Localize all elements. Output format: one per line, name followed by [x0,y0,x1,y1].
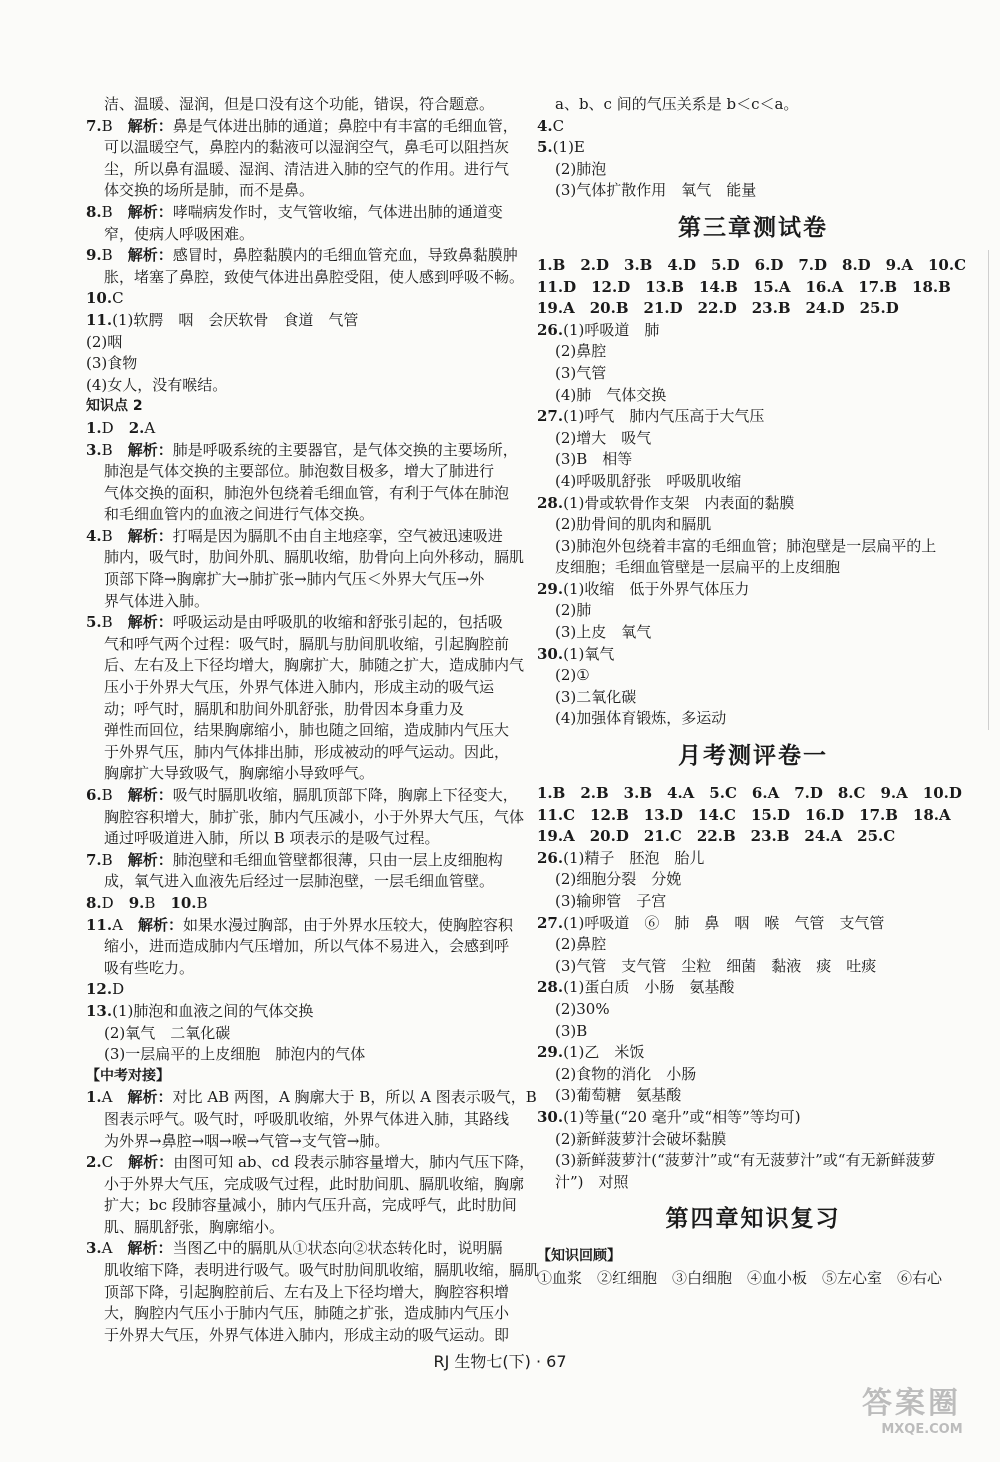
monthly-line [537,999,969,1021]
left-line [86,396,518,418]
monthly-test-answers [537,783,969,1193]
left-line [86,288,518,310]
chapter3-line [537,644,969,666]
answer-text: 气和呼气两个过程：吸气时，膈肌与肋间肌收缩，引起胸腔前 [104,634,510,653]
answer-text: 【中考对接】 [86,1067,170,1084]
left-column [86,94,540,1346]
answer-text: (4)女人，没有喉结。 [86,375,228,394]
question-number: 13. [86,1001,113,1020]
chapter3-line [537,471,969,493]
left-line [86,1260,540,1282]
answer-text: 界气体进入肺。 [104,591,210,610]
chapter3-line [537,622,969,644]
answer-text: 弹性而回位，结果胸廓缩小，肺也随之回缩，造成肺内气压大 [104,721,510,740]
answer-text: (3)肺泡外包绕着丰富的毛细血管；肺泡壁是一层扁平的上 [555,536,937,555]
question-number: 4. [537,116,553,135]
question-number: 11. [86,915,113,934]
answer-letter: B [101,440,113,459]
left-line [86,720,518,742]
question-number: 2. [128,418,145,437]
answer-text: (1)蛋白质 小肠 氨基酸 [563,978,735,997]
question-number: 6. [86,786,102,804]
left-line [86,224,518,246]
left-line [86,1066,518,1088]
answer-text: 11.C 12.B 13.D 14.C 15.D 16.D 17.B 18.A [537,805,951,824]
chapter3-line [537,428,969,450]
chapter3-line [537,277,969,299]
question-number: 8. [86,893,102,912]
answer-letter: A [112,915,123,934]
heading-chapter4-review: 第四章知识复习 [665,1206,841,1233]
answer-text: 扩大；bc 段肺容量减小，肺内气压升高，完成呼气，此时肋间 [104,1196,517,1215]
left-line [86,763,518,785]
answer-letter: C [112,289,124,308]
answer-text: ①血浆 ②红细胞 ③白细胞 ④血小板 ⑤左心室 ⑥右心 [537,1268,943,1287]
question-number: 7. [86,116,102,135]
answer-text: 顶部下降，引起胸腔前后、左右及上下径均增大，胸腔容积增 [104,1282,510,1301]
monthly-line [537,977,969,999]
answer-text: (2)肋骨间的肌肉和膈肌 [555,515,712,534]
question-number: 4. [86,526,102,545]
chapter3-line [537,557,969,579]
answer-text: (1)乙 米饭 [563,1043,645,1062]
question-number: 27. [537,407,564,426]
chapter3-line [537,255,969,277]
page-edge-line [988,250,989,730]
left-line [86,1195,518,1217]
chapter3-line [537,341,969,363]
watermark-logo: 答案圈 MXQE.COM [862,1386,963,1437]
chapter4-line [537,1268,969,1290]
answer-letter: B [101,850,113,869]
answer-text: (3)气管 支气管 尘粒 细菌 黏液 痰 吐痰 [555,956,877,975]
left-line [86,180,518,202]
answer-letter: B [144,893,156,912]
answer-text: (2)增大 吸气 [555,428,652,447]
answer-text: 洁、温暖、湿润，但是口没有这个功能，错误，符合题意。 [104,95,495,113]
chapter3-line [537,406,969,428]
monthly-line [537,1021,969,1043]
heading-chapter3-test: 第三章测试卷 [678,214,828,241]
question-number: 10. [86,289,113,308]
left-line [86,94,518,116]
left-line [86,1174,525,1196]
left-line [86,958,518,980]
right-top-line [537,137,969,159]
answer-letter: C [552,116,565,135]
answer-text: 肺泡是气体交换的主要部位。肺泡数目极多，增大了肺进行 [104,462,495,481]
left-line [86,159,518,181]
left-line [86,1001,518,1023]
left-line [86,699,518,721]
answer-text: (3)新鲜菠萝汁(“菠萝汁”或“有无菠萝汁”或“有无新鲜菠萝 [555,1151,936,1170]
monthly-line [537,1107,969,1129]
right-top-answers [537,94,969,202]
answer-text: (2)30% [555,999,610,1018]
answer-text: (3)上皮 氧气 [555,623,652,642]
left-line [86,202,518,224]
analysis-label: 解析： [127,1239,173,1258]
left-line [86,936,518,958]
left-line [86,1238,518,1260]
answer-text: (2)① [555,666,590,685]
answer-text: 对比 AB 两图，A 胸廓大于 B，所以 A 图表示吸气，B [172,1088,537,1107]
question-number: 5. [86,613,102,632]
answer-text: 胀，堵塞了鼻腔，致使气体进出鼻腔受阻，使人感到呼吸不畅。 [104,267,525,286]
monthly-line [537,848,969,870]
answer-text: 鼻是气体进出肺的通道；鼻腔中有丰富的毛细血管， [172,116,518,135]
answer-letter: A [101,1239,113,1258]
left-line [86,893,518,915]
answer-text: (2)氧气 二氧化碳 [104,1023,231,1042]
left-line [86,1023,518,1045]
answer-text: (1)精子 胚泡 胎儿 [563,848,705,867]
answer-text: (2)鼻腔 [555,342,607,361]
question-number: 7. [86,850,102,869]
right-column [537,94,969,1290]
answer-text: 19.A 20.D 21.C 22.B 23.B 24.A 25.C [537,827,896,846]
left-line [86,1131,518,1153]
left-line [86,915,518,937]
answer-text: (4)加强体育锻炼，多运动 [555,709,727,728]
answer-text: 和毛细血管内的血液之间进行气体交换。 [104,505,375,524]
left-line [86,742,518,764]
answer-text: 吸有些吃力。 [104,958,195,977]
answer-letter: D [112,980,125,999]
left-line [86,569,518,591]
answer-text: 皮细胞；毛细血管壁是一层扁平的上皮细胞 [555,558,841,577]
left-line [86,440,518,462]
answer-text: (3)二氧化碳 [555,687,637,706]
analysis-label: 解析： [127,850,173,869]
left-line [86,418,518,440]
left-line [86,116,518,138]
answer-text: 知识点 2 [86,398,143,415]
left-line [86,677,518,699]
chapter4-line [537,1246,969,1268]
chapter3-line [537,298,969,320]
answer-text: 成，氧气进入血液先后经过一层肺泡壁，一层毛细血管壁。 [104,872,495,891]
answer-text: (3)食物 [86,354,138,373]
answer-text: (1)骨或软骨作支架 内表面的黏膜 [563,493,795,512]
left-line [86,871,518,893]
monthly-line [537,1150,969,1172]
chapter3-test-answers [537,255,969,730]
chapter3-line [537,320,969,342]
answer-text: (1)软腭 咽 会厌软骨 食道 气管 [112,310,359,329]
monthly-line [537,934,969,956]
answer-letter: B [196,893,208,912]
question-number: 28. [537,493,564,512]
answer-text: 1.B 2.D 3.B 4.D 5.D 6.D 7.D 8.D 9.A 10.C [537,255,967,274]
left-line [86,245,518,267]
monthly-line [537,783,969,805]
answer-text: (1)等量(“20 毫升”或“相等”等均可) [563,1107,801,1126]
answer-text: (4)呼吸肌舒张 呼吸肌收缩 [555,471,742,490]
analysis-label: 解析： [128,1153,174,1172]
question-number: 27. [537,913,564,932]
answer-letter: B [101,116,113,135]
chapter3-line [537,600,969,622]
left-line [86,1282,518,1304]
left-line [86,353,518,375]
question-number: 5. [537,138,553,157]
left-line [86,807,525,829]
answer-letter: B [101,202,113,221]
answer-text: 感冒时，鼻腔黏膜内的毛细血管充血，导致鼻黏膜肿 [172,246,518,265]
answer-text: 胸廓扩大导致吸气，胸廓缩小导致呼气。 [104,764,375,783]
answer-text: (2)肺 [555,601,592,620]
answer-text: (1)氧气 [563,644,615,663]
analysis-label: 解析： [127,526,173,545]
chapter3-line [537,449,969,471]
answer-text: 19.A 20.B 21.D 22.D 23.B 24.D 25.D [537,299,899,318]
left-line [86,1044,518,1066]
answer-text: 哮喘病发作时，支气管收缩，气体进出肺的通道变 [172,202,503,221]
left-line [86,461,518,483]
chapter3-line [537,687,969,709]
answer-text: 1.B 2.B 3.B 4.A 5.C 6.A 7.D 8.C 9.A 10.D [537,784,962,803]
answer-text: 于外界大气压，外界气体进入肺内，形成主动的吸气运动。即 [104,1325,510,1344]
answer-letter: C [101,1153,114,1172]
answer-text: 通过呼吸道进入肺，所以 B 项表示的是吸气过程。 [104,829,440,848]
answer-text: 呼吸运动是由呼吸肌的收缩和舒张引起的，包括吸 [172,613,503,632]
answer-text: 缩小，进而造成肺内气压增加，所以气体不易进入，会感到呼 [104,937,510,956]
answer-text: 后、左右及上下径均增大，胸廓扩大，肺随之扩大，造成肺内气 [104,656,525,675]
monthly-line [537,869,969,891]
left-line [86,655,525,677]
monthly-line [537,956,969,978]
answer-text: (1)呼吸道 ⑥ 肺 鼻 咽 喉 气管 支气管 [563,913,885,932]
left-line [86,483,518,505]
answer-text: 如果水漫过胸部，由于外界水压较大，使胸腔容积 [182,915,513,934]
question-number: 3. [86,440,102,459]
question-number: 3. [86,1239,102,1258]
answer-text: (1)呼气 肺内气压高于大气压 [563,407,765,426]
answer-text: (1)收缩 低于外界气体压力 [563,579,750,598]
analysis-label: 解析： [127,440,173,459]
right-top-line [537,159,969,181]
answer-letter: D [101,418,114,437]
answer-text: 于外界气压，肺内气体排出肺，形成被动的呼气运动。因此， [104,742,510,761]
right-top-line [537,180,969,202]
left-line [86,1217,518,1239]
answer-text: (3)B [555,1021,588,1040]
monthly-line [537,1064,969,1086]
answer-text: 汁”) 对照 [555,1172,629,1191]
answer-text: 为外界→鼻腔→咽→喉→气管→支气管→肺。 [104,1131,390,1150]
question-number: 30. [537,644,564,663]
answer-text: (3)气管 [555,363,607,382]
answer-text: 大，胸腔内气压小于肺内气压，肺随之扩张，造成肺内气压小 [104,1304,510,1323]
answer-letter: D [101,893,114,912]
question-number: 29. [537,579,564,598]
monthly-line [537,1085,969,1107]
left-line [86,828,518,850]
answer-text: (2)肺泡 [555,159,607,178]
answer-text: 顶部下降→胸廓扩大→肺扩张→肺内气压＜外界大气压→外 [104,570,485,589]
chapter3-line [537,665,969,687]
left-line [86,332,518,354]
answer-text: 肺泡壁和毛细血管壁都很薄，只由一层上皮细胞构 [172,850,503,869]
left-line [86,547,525,569]
answer-text: (4)肺 气体交换 [555,385,667,404]
left-line [86,504,518,526]
chapter4-review-content [537,1246,969,1289]
left-line [86,850,518,872]
question-number: 1. [86,1088,102,1107]
monthly-line [537,826,969,848]
question-number: 11. [86,310,113,329]
answer-text: 小于外界大气压，完成吸气过程，此时肋间肌、膈肌收缩，胸廓 [104,1174,525,1193]
left-line [86,137,518,159]
left-line [86,375,518,397]
question-number: 10. [170,893,197,912]
monthly-line [537,805,969,827]
page-footer: RJ 生物七(下) · 67 [433,1352,567,1371]
answer-text: (3)一层扁平的上皮细胞 肺泡内的气体 [104,1045,366,1064]
answer-text: (2)鼻腔 [555,935,607,954]
chapter3-line [537,536,969,558]
chapter3-line [537,363,969,385]
answer-letter: A [144,418,156,437]
question-number: 1. [86,418,102,437]
analysis-label: 解析： [127,246,173,265]
left-line [86,1087,537,1109]
answer-text: 窄，使病人呼吸困难。 [104,224,255,243]
question-number: 28. [537,978,564,997]
answer-letter: B [101,786,113,804]
answer-text: 打嗝是因为膈肌不由自主地痉挛，空气被迅速吸进 [172,526,503,545]
answer-text: 【知识回顾】 [537,1248,621,1265]
answer-letter: B [101,613,113,632]
analysis-label: 解析： [127,613,173,632]
analysis-label: 解析： [127,786,173,804]
answer-text: 气体交换的面积，肺泡外包绕着毛细血管，有利于气体在肺泡 [104,483,510,502]
answer-text: (2)新鲜菠萝汁会破坏黏膜 [555,1129,727,1148]
monthly-line [537,913,969,935]
question-number: 26. [537,848,564,867]
answer-text: (3)输卵管 子宫 [555,892,667,910]
left-line [86,1152,535,1174]
answer-text: 肌、膈肌舒张，胸廓缩小。 [104,1217,285,1236]
left-line [86,526,518,548]
left-line [86,979,518,1001]
chapter3-line [537,579,969,601]
answer-text: 肺是呼吸系统的主要器官，是气体交换的主要场所， [172,440,518,459]
answer-text: 肌收缩下降，表明进行吸气。吸气时肋间肌收缩，膈肌收缩，膈肌 [104,1261,540,1280]
answer-letter: B [101,246,113,265]
question-number: 8. [86,202,102,221]
monthly-line [537,1172,969,1194]
answer-letter: B [101,526,113,545]
left-line [86,785,518,807]
answer-text: (1)肺泡和血液之间的气体交换 [112,1001,314,1020]
question-number: 29. [537,1043,564,1062]
monthly-line [537,891,969,913]
left-line [86,634,518,656]
heading-monthly-test: 月考测评卷一 [678,743,828,770]
answer-text: (2)细胞分裂 分娩 [555,870,682,889]
left-line [86,1109,518,1131]
question-number: 30. [537,1107,564,1126]
answer-text: 体交换的场所是肺，而不是鼻。 [104,181,315,200]
answer-text: 动；呼气时，膈肌和肋间外肌舒张，肋骨因本身重力及 [104,699,465,718]
question-number: 12. [86,980,113,999]
right-top-line [537,94,969,116]
answer-text: (3)葡萄糖 氨基酸 [555,1086,682,1105]
answer-text: (1)呼吸道 肺 [563,320,660,339]
question-number: 9. [86,246,102,265]
answer-text: 由图可知 ab、cd 段表示肺容量增大，肺内气压下降， [173,1153,535,1172]
question-number: 9. [128,893,145,912]
right-top-line [537,116,969,138]
analysis-label: 解析： [127,202,173,221]
answer-text: 图表示呼气。吸气时，呼吸肌收缩，外界气体进入肺，其路线 [104,1109,510,1128]
left-line [86,310,518,332]
answer-text: 吸气时膈肌收缩，膈肌顶部下降，胸廓上下径变大， [172,786,518,804]
left-line [86,267,525,289]
answer-text: (2)咽 [86,332,123,351]
analysis-label: 解析： [127,116,173,135]
left-line [86,1303,518,1325]
answer-text: (1)E [552,138,585,157]
answer-text: 11.D 12.D 13.B 14.B 15.A 16.A 17.B 18.B [537,277,951,296]
answer-text: a、b、c 间的气压关系是 b＜c＜a。 [555,95,799,113]
chapter3-line [537,385,969,407]
answer-text: 胸腔容积增大，肺扩张，肺内气压减小，小于外界大气压，气体 [104,807,525,826]
monthly-line [537,1042,969,1064]
chapter3-line [537,514,969,536]
answer-text: 可以温暖空气，鼻腔内的黏液可以湿润空气，鼻毛可以阻挡灰 [104,138,510,157]
monthly-line [537,1129,969,1151]
answer-text: 压小于外界大气压，外界气体进入肺内，形成主动的吸气运 [104,678,495,697]
answer-text: 当图乙中的膈肌从①状态向②状态转化时，说明膈 [172,1239,503,1258]
chapter3-line [537,708,969,730]
chapter3-line [537,493,969,515]
answer-text: (3)B 相等 [555,450,633,469]
left-line [86,591,518,613]
answer-text: (3)气体扩散作用 氧气 能量 [555,181,757,200]
question-number: 26. [537,320,564,339]
analysis-label: 解析： [127,1088,173,1107]
answer-letter: A [101,1088,113,1107]
answer-text: 尘，所以鼻有温暖、湿润、清洁进入肺的空气的作用。进行气 [104,159,510,178]
answer-text: 肺内，吸气时，肋间外肌、膈肌收缩，肋骨向上向外移动，膈肌 [104,548,525,567]
question-number: 2. [86,1153,102,1172]
answer-text: (2)食物的消化 小肠 [555,1064,697,1083]
analysis-label: 解析： [137,915,183,934]
left-line [86,612,518,634]
left-line [86,1325,518,1347]
